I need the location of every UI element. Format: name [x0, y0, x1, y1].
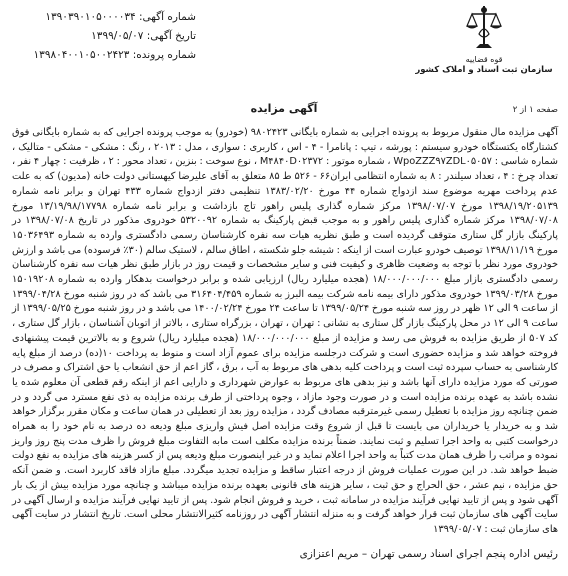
notice-title: آگهی مزایده — [250, 102, 318, 115]
emblem-caption: قوه قضاییه — [465, 55, 503, 64]
signature-line: رئیس اداره پنجم اجرای اسناد رسمی تهران – مریم اعتزازی — [299, 548, 558, 560]
notice-date: تاریخ آگهی: ۱۳۹۹/۰۵/۰۷ — [91, 30, 196, 42]
organization-name: سازمان ثبت اسناد و املاک کشور — [415, 65, 553, 75]
judiciary-emblem-icon — [462, 4, 506, 54]
notice-meta — [6, 8, 196, 65]
case-number: شماره پرونده: ۱۳۹۸۰۴۰۰۱۰۵۰۰۲۴۲۳ — [33, 49, 196, 61]
page-number: صفحه ۱ از ۲ — [512, 105, 558, 115]
notice-body: آگهی مزایده مال منقول مربوط به پرونده اجرایی به شماره بایگانی ۹۸۰۲۴۲۳ (خودرو) به موجب پرونده اجرایی که به شماره بایگانی فوق کشتارگاه یکتستگاه خودرو سیستم : پورشه ، تیپ : پانامرا - ۴ - اس ، کاربری : سواری ، مدل : ۲۰۱۳ ، رنگ : مشکی - مشکی - متالیک ، شماره شاسی : WpoZZZ۹۷ZDL۰۵۰۵۷ ، شماره موتور : M۴۸۴۰D۰۲۳۷۲ ، نوع سوخت : بنزین ، تعداد محور : ۲ ، ظرفیت : چهار ۴ نفر ، تعداد چرخ : ۴ ، تعداد سیلندر : ۸ به شماره انتظامی ایران۶۶ - ۵۲۶ ط ۸۵ متعلق به آقای علیرضا کیهستانی دولت خانه (مدیون) که به علت عدم پرداخت مهریه موضوع سند ازدواج شماره ۴۴ مورخ ۱۳۸۳/۰۲/۲۰ تنظیمی دفتر ازدواج شماره ۴۳۳ تهران و برابر نامه شماره ۱۳۹۸/۱۹/۲۰۵۱۳۹ مورخ ۱۳۹۸/۰۷/۰۷ مرکز شماره گذاری پلیس راهور تاج بازداشت و برابر نامه شماره ۱۳/۱۹/۹۸/۱۷۷۹۸ مورخ ۱۳۹۸/۰۷/۰۸ مرکز شماره گذاری پلیس راهور و به موجب قبض پارکینگ به شماره ۵۳۲۰۰۹۲ خودروی مذکور در تاریخ ۱۳۹۸/۰۷/۰۸ در پارکینگ بازار گل ستاری متوقف گردیده است و طبق نظریه هیات سه نفره کارشناسان رسمی دادگستری وارده به شماره ۱۵۰۳۶۴۹۳ مورخ ۱۳۹۸/۱۱/۱۹ توصیف خودرو عبارت است از اینکه : شیشه جلو شکسته ، اطاق سالم ، لاستیک سالم (۳۰٪ فرسوده) می باشد و ارزش خودروی مورد نظر با توجه به وضعیت ظاهری و کیفیت فنی و سایر مشخصات و قیمت روز در بازار طبق نظر هیات سه نفره کارشناسان رسمی دادگستری بازار مبلغ ۱۸/۰۰۰/۰۰۰/۰۰۰ (هجده میلیارد ریال) ارزیابی شده و برابر درخواست بدهکار وارده به شماره ۱۵۰۱۹۲۰۸ مورخ ۱۳۹۹/۰۳/۲۸ خودروی مذکور دارای بیمه نامه شرکت بیمه البرز به شماره ۳۱۶۴۰۴/۴۵۹ می باشد که در روز شنبه مورخ ۱۳۹۹/۰۴/۲۸ از ساعت ۹ الی ۱۲ ظهر در روز سه شنبه مورخ ۱۳۹۹/۰۵/۲۴ تا ساعت ۲۴ مورخ ۱۴۰۰/۰۲/۲۴ می باشد و در روز شنبه مورخ ۱۳۹۹/۰۵/۲۵ از ساعت ۹ الی ۱۲ در محل پارکینگ بازار گل ستاری به نشانی : تهران ، تهران ، بزرگراه ستاری ، بالاتر از اتوبان آشناسان ، بازار گل ستاری ، کد ۵۰۷ از طریق مزایده به فروش می رسد و مزایده از مبلغ ۱۸/۰۰۰/۰۰۰/۰۰۰ (هجده میلیارد ریال) شروع و به بالاترین قیمت پیشنهادی فروخته خواهد شد و مزایده حضوری است و شرکت درجلسه مزایده برای عموم آزاد است و منوط به پرداخت ۱۰(ده) درصد از مبلغ پایه کارشناسی به حساب سپرده ثبت است و پرداخت کلیه بدهی های مربوط به آب ، برق ، گاز اعم از حق انشعاب یا حق اشتراک و مصرف در صورتی که مورد مزایده دارای آنها باشد و نیز بدهی های مربوط به عوارض شهرداری و دارایی اعم از اینکه رقم قطعی آن معلوم شده یا نشده باشد به عهده برنده مزایده است و در صورت وجود مازاد ، وجوه پرداختی از طرف برنده مزایده به ذی نفع مسترد می گردد و در ضمن چنانچه روز مزایده با تعطیل رسمی غیرمترقبه مصادف گردد ، مزایده روز بعد از تعطیلی در همان ساعت و مکان مقرر برگزار خواهد شد و به خریدار یا خریداران می بایست تا قبل از شروع وقت مزایده اصل فیش واریزی مبلغ ودیعه ده درصد به نام خود را به همراه درخواست کتبی به واحد اجرا تسلیم و ثبت نمایند. ضمناً برنده مزایده مکلف است مابه التفاوت مبلغ فروش را ظرف مدت پنج روز واریز نموده و مراتب را ظرف همان مدت کتباً به واحد اجرا اعلام نماید و در غیر اینصورت مبلغ ودیعه پس از کسر هزینه های مزایده به نفع دولت ضبط خواهد شد. در این صورت عملیات فروش از درجه اعتبار ساقط و مزایده تجدید میگردد. مبلغ مازاد فاقد کاربرد است. و ضمن آنکه حق مزایده ، نیم عشر ، حق الحراج و حق ثبت ، سایر هزینه های قانونی بعهده برنده مزایده میباشد و چنانچه مورد مزایده بیش از یک بار آگهی شود و پس از تایید نهایی فرآیند مزایده در سامانه ثبت ، خرید و فروش انجام شود. پس از تایید نهایی فرآیند مزایده و ارسال آگهی در سایت آگهی های سازمان ثبت قرار خواهد گرفت و به منزله انتشار آگهی در روزنامه کثیرالانتشار محلی است. تاریخ انتشار در سایت آگهی های سازمان ثبت : ۱۳۹۹/۰۵/۰۷ — [12, 127, 559, 535]
organization-header — [414, 4, 554, 100]
notice-number: شماره آگهی: ۱۳۹۰۳۹۰۱۰۵۰۰۰۰۳۴ — [45, 11, 196, 23]
